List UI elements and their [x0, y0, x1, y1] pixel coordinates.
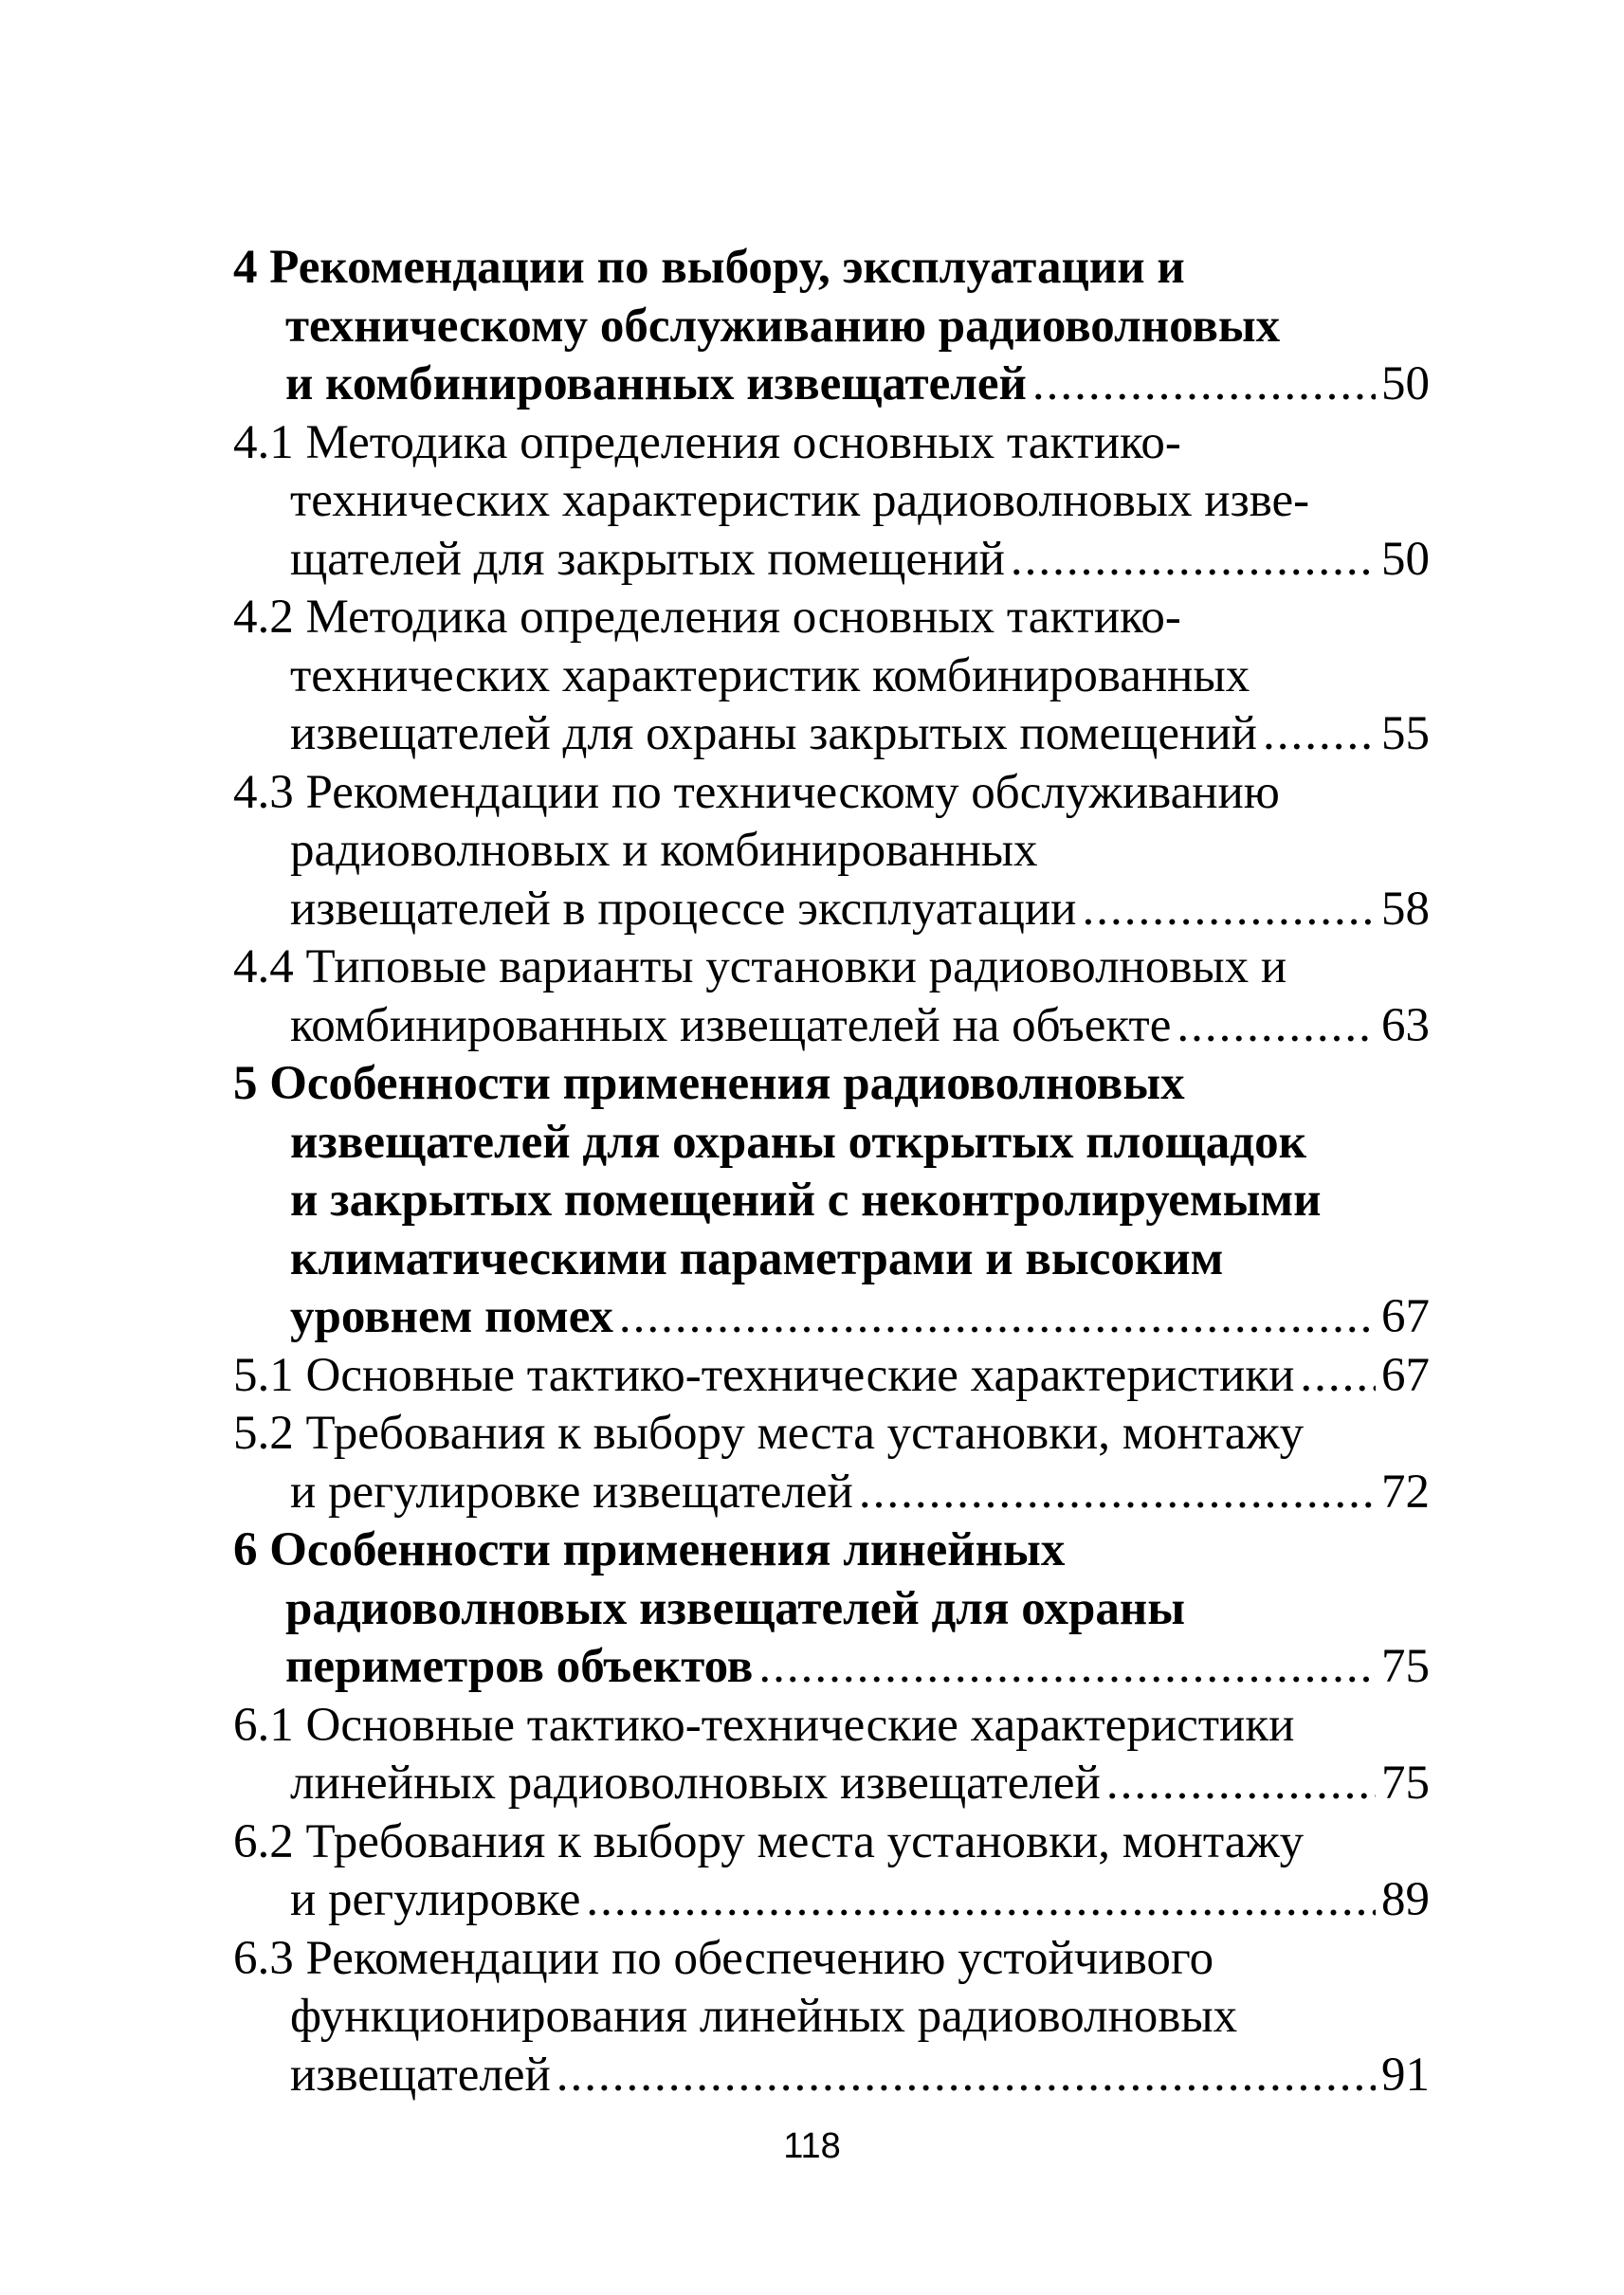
toc-last-line [233, 531, 1430, 590]
toc-entry-4-2 [233, 589, 1430, 764]
toc-line: 5.2 Требования к выбору места установки, монтажу [233, 1407, 1305, 1460]
toc-page-number: 63 [1381, 998, 1430, 1052]
toc-entry-6-2 [233, 1813, 1430, 1930]
dot-leader [1032, 355, 1376, 414]
toc-page-number: 50 [1381, 532, 1430, 586]
toc-page-number: 89 [1381, 1873, 1430, 1926]
toc-line: извещателей для охраны открытых площадок [290, 1115, 1306, 1169]
toc-entry-6-3 [233, 1930, 1430, 2105]
toc-line: и регулировке извещателей [290, 1465, 853, 1519]
toc-entry-chapter-4 [233, 239, 1430, 414]
toc-page-number: 50 [1381, 357, 1430, 410]
toc-line: извещателей для охраны закрытых помещений [290, 707, 1257, 760]
dot-leader [619, 1288, 1376, 1347]
toc-last-line [233, 997, 1430, 1056]
toc-last-line [233, 1638, 1430, 1697]
toc-line: щателей для закрытых помещений [290, 532, 1005, 586]
toc-line: комбинированных извещателей на объекте [290, 998, 1172, 1052]
dot-leader [1300, 1347, 1376, 1406]
toc-last-line [233, 1288, 1430, 1347]
table-of-contents [233, 239, 1430, 2104]
dot-leader [859, 1464, 1376, 1522]
toc-last-line [233, 881, 1430, 939]
toc-last-line [233, 1755, 1430, 1813]
toc-line: 4.1 Методика определения основных тактико- [233, 415, 1181, 469]
toc-last-line [233, 2047, 1430, 2105]
toc-entry-5-1 [233, 1347, 1430, 1406]
toc-entry-5-2 [233, 1405, 1430, 1521]
toc-page-number: 67 [1381, 1290, 1430, 1343]
toc-entry-chapter-5 [233, 1055, 1430, 1347]
toc-last-line [233, 355, 1430, 414]
toc-page-number: 72 [1381, 1465, 1430, 1519]
toc-page-number: 75 [1381, 1640, 1430, 1693]
toc-line: 4.2 Методика определения основных тактико- [233, 591, 1181, 644]
toc-line: извещателей [290, 2048, 551, 2102]
toc-line: климатическими параметрами и высоким [290, 1231, 1224, 1285]
toc-line: функционирования линейных радиоволновых [290, 1990, 1238, 2043]
toc-line: линейных радиоволновых извещателей [290, 1757, 1101, 1810]
toc-line: и комбинированных извещателей [285, 357, 1027, 410]
toc-line: и регулировке [290, 1873, 581, 1926]
toc-line: 6.2 Требования к выбору места установки, монтажу [233, 1814, 1305, 1868]
toc-line: 5 Особенности применения радиоволновых [233, 1057, 1185, 1110]
toc-last-line [233, 1347, 1430, 1406]
toc-page-number: 67 [1381, 1348, 1430, 1402]
toc-last-line [233, 1464, 1430, 1522]
toc-line: 5.1 Основные тактико-технические характеристики [233, 1348, 1295, 1402]
dot-leader [1263, 705, 1376, 764]
toc-line: 6.1 Основные тактико-технические характеристики [233, 1698, 1295, 1752]
dot-leader [586, 1871, 1376, 1930]
toc-line: 4.3 Рекомендации по техническому обслуживанию [233, 765, 1280, 819]
toc-line: 4.4 Типовые варианты установки радиоволновых и [233, 940, 1287, 993]
toc-last-line [233, 705, 1430, 764]
toc-page-number: 55 [1381, 707, 1430, 760]
toc-entry-4-3 [233, 764, 1430, 939]
toc-page-number: 91 [1381, 2048, 1430, 2102]
page-number: 118 [783, 2126, 841, 2166]
toc-entry-4-1 [233, 414, 1430, 590]
dot-leader [1011, 531, 1376, 590]
toc-line: 4 Рекомендации по выбору, эксплуатации и [233, 241, 1185, 294]
dot-leader [1082, 881, 1376, 939]
toc-line: радиоволновых и комбинированных [290, 824, 1038, 877]
toc-line: периметров объектов [285, 1640, 754, 1693]
dot-leader [1177, 997, 1376, 1056]
toc-line: радиоволновых извещателей для охраны [285, 1581, 1186, 1635]
toc-line: 6.3 Рекомендации по обеспечению устойчивого [233, 1931, 1214, 1985]
toc-line: и закрытых помещений с неконтролируемыми [290, 1174, 1322, 1227]
toc-line: техническому обслуживанию радиоволновых [285, 299, 1281, 353]
toc-line: уровнем помех [290, 1290, 613, 1343]
toc-entry-6-1 [233, 1697, 1430, 1813]
toc-line: 6 Особенности применения линейных [233, 1523, 1066, 1576]
toc-page-number: 75 [1381, 1757, 1430, 1810]
toc-line: извещателей в процессе эксплуатации [290, 882, 1077, 936]
dot-leader [758, 1638, 1376, 1697]
toc-entry-chapter-6 [233, 1521, 1430, 1697]
toc-last-line [233, 1871, 1430, 1930]
toc-page-number: 58 [1381, 882, 1430, 936]
toc-line: технических характеристик радиоволновых изве- [290, 474, 1310, 527]
toc-line: технических характеристик комбинированных [290, 648, 1250, 702]
toc-entry-4-4 [233, 938, 1430, 1055]
dot-leader [1106, 1755, 1376, 1813]
dot-leader [557, 2047, 1376, 2105]
